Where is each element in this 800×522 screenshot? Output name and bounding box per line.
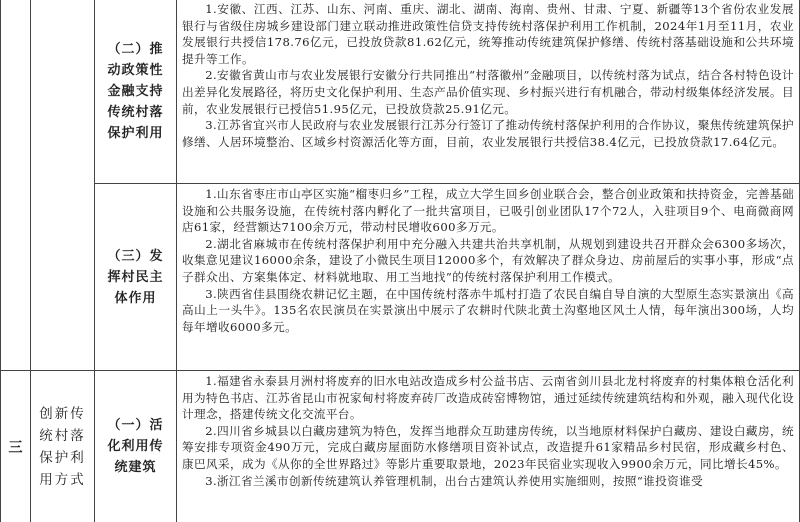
content-paragraph: 3.浙江省兰溪市创新传统建筑认养管理机制，出台古建筑认养使用实施细则，按照“谁投资谁受 bbox=[205, 473, 704, 488]
content-paragraph: 1.福建省永泰县月洲村将废弃的旧水电站改造成乡村公益书店、云南省剑川县北龙村将废弃的村集体粮仓活化利用为特色书店、江苏省昆山市祝家甸村将废弃砖厂改造成砖窑博物馆，通过延续传统建筑结构和外观，融入现代化设计理念，搭建传统文化交流平台。 bbox=[182, 374, 794, 422]
row-content bbox=[182, 373, 794, 522]
row-number: 三 bbox=[8, 439, 23, 456]
row-subtitle: （一）活化利用传统建筑 bbox=[107, 418, 164, 475]
content-paragraph: 1.山东省枣庄市山亭区实施“榴枣归乡”工程，成立大学生回乡创业联合会，整合创业政策和扶持资金，完善基础设施和公共服务设施，在传统村落内孵化了一批共富项目，已吸引创业团队17个72人，入驻项目9个、电商微商网店61家，经营额达7100余万元，带动村民增收600多万元。 bbox=[182, 187, 794, 235]
content-paragraph: 3.陕西省佳县围绕农耕记忆主题，在中国传统村落赤牛坬村打造了农民自编自导自演的大型原生态实景演出《高高山上一头牛》。135名农民演员在实景演出中展示了农耕时代陕北黄土沟壑地区风土人情，每年演出300场，人均每年增收6000多元。 bbox=[182, 286, 794, 334]
row-category-cell bbox=[31, 371, 94, 522]
row-subtitle-cell bbox=[95, 184, 176, 370]
row-subtitle: （二）推动政策性金融支持传统村落保护利用 bbox=[107, 42, 164, 141]
row-subtitle-cell bbox=[95, 371, 176, 522]
row-content bbox=[182, 1, 794, 183]
row-subtitle: （三）发挥村民主体作用 bbox=[107, 248, 164, 306]
row-content bbox=[182, 186, 794, 370]
row-category: 创新传统村落保护利用方式 bbox=[39, 405, 86, 488]
row-subtitle-cell bbox=[95, 0, 176, 183]
row-number-cell bbox=[1, 371, 30, 522]
content-paragraph: 2.四川省乡城县以白藏房建筑为特色，发挥当地群众互助建房传统，以当地原材料保护白藏房、建设白藏房，统筹安排专项资金490万元，完成白藏房屋面防水修缮项目资补试点，改造提升61家精品乡村民宿，形成藏乡村色、康巴风采，成为《从你的全世界路过》等影片重要取景地，2023年民宿业实现收入9900余万元，同比增长45%。 bbox=[182, 423, 794, 471]
row-divider bbox=[94, 183, 800, 184]
content-paragraph: 1.安徽、江西、江苏、山东、河南、重庆、湖北、湖南、海南、贵州、甘肃、宁夏、新疆等13个省份农业发展银行与省级住房城乡建设部门建立联动推进政策性信贷支持传统村落保护利用工作机制，2024年1月至11月，农业发展银行共授信178.76亿元，已投放贷款81.62亿元，统筹推动传统建筑保护修缮、传统村落基础设施和公共环境提升等工作。 bbox=[182, 2, 794, 66]
content-paragraph: 2.安徽省黄山市与农业发展银行安徽分行共同推出“村落徽州”金融项目，以传统村落为试点，结合各村特色设计出差异化发展路径，将历史文化保护利用、生态产品价值实现、乡村振兴进行有机融合，带动村级集体经济发展。目前，农业发展银行已授信51.95亿元，已投放贷款25.91亿元。 bbox=[182, 68, 794, 116]
column-divider bbox=[176, 0, 177, 522]
content-paragraph: 2.湖北省麻城市在传统村落保护利用中充分融入共建共治共享机制，从规划到建设共召开群众会6300多场次，收集意见建议16000余条，建设了小微民生项目12000多个，有效解决了群众身边、房前屋后的实事小事，形成“点子群众出、方案集体定、材料就地取、用工当地找”的传统村落保护利用工作模式。 bbox=[182, 236, 794, 284]
content-paragraph: 3.江苏省宜兴市人民政府与农业发展银行江苏分行签订了推动传统村落保护利用的合作协议，聚焦传统建筑保护修缮、人居环境整治、区域乡村资源活化等方面，目前，农业发展银行共授信38.4亿元，已投放贷款17.64亿元。 bbox=[182, 118, 794, 149]
